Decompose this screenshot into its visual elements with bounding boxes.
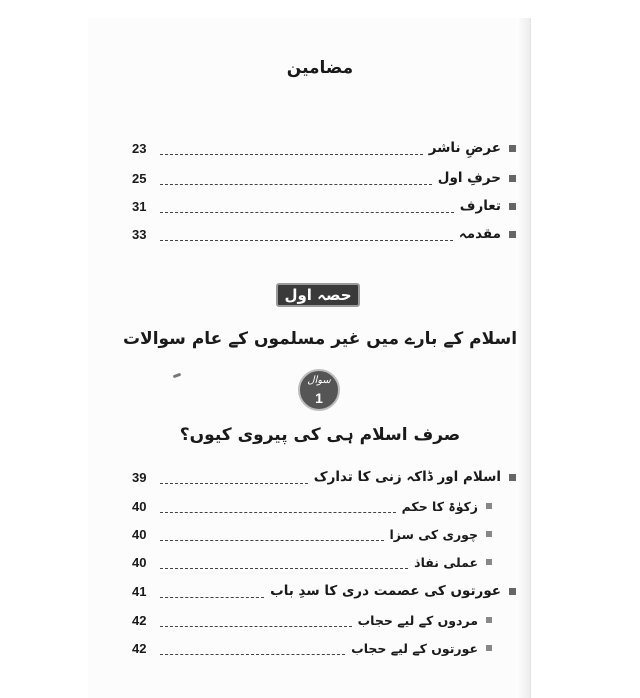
dotted-leader xyxy=(160,184,432,185)
toc-entry[interactable] xyxy=(132,137,516,159)
square-bullet-icon xyxy=(509,588,516,595)
toc-entry[interactable] xyxy=(132,466,516,488)
toc-subentry[interactable] xyxy=(132,551,492,573)
toc-subentry[interactable] xyxy=(132,637,492,659)
toc-page-number: 23 xyxy=(132,140,147,156)
toc-entry[interactable] xyxy=(132,223,516,245)
toc-entry[interactable] xyxy=(132,167,516,189)
toc-page-number: 40 xyxy=(132,554,147,570)
square-bullet-icon xyxy=(486,645,492,651)
toc-entry-text: حرفِ اول xyxy=(437,170,501,186)
dotted-leader xyxy=(160,240,453,241)
dotted-leader xyxy=(160,597,264,598)
toc-entry-text: زکوٰۃ کا حکم xyxy=(401,498,478,514)
toc-page-number: 25 xyxy=(132,170,147,186)
dotted-leader xyxy=(160,654,345,655)
toc-subentry[interactable] xyxy=(132,523,492,545)
dotted-leader xyxy=(160,512,396,513)
square-bullet-icon xyxy=(509,203,516,210)
dotted-leader xyxy=(160,483,308,484)
toc-entry-text: چوری کی سزا xyxy=(389,526,478,542)
toc-entry[interactable] xyxy=(132,195,516,217)
toc-subentry[interactable] xyxy=(132,609,492,631)
toc-entry-text: عملی نفاذ xyxy=(414,554,478,570)
dotted-leader xyxy=(160,626,352,627)
toc-entry-text: مردوں کے لیے حجاب xyxy=(357,612,478,628)
toc-entry-text: تعارف xyxy=(459,198,501,214)
square-bullet-icon xyxy=(486,503,492,509)
toc-page-number: 39 xyxy=(132,469,147,485)
toc-entry-text: عورتوں کی عصمت دری کا سدِ باب xyxy=(270,583,501,599)
square-bullet-icon xyxy=(509,145,516,152)
part-badge: حصہ اول xyxy=(276,283,360,307)
toc-entry[interactable] xyxy=(132,580,516,602)
dotted-leader xyxy=(160,568,408,569)
question-badge-word: سوال xyxy=(307,375,331,386)
page-edge-shadow xyxy=(516,18,530,698)
square-bullet-icon xyxy=(509,231,516,238)
toc-page-number: 40 xyxy=(132,526,147,542)
dotted-leader xyxy=(160,154,423,155)
question-badge xyxy=(298,369,340,411)
square-bullet-icon xyxy=(509,474,516,481)
toc-page-number: 42 xyxy=(132,612,147,628)
square-bullet-icon xyxy=(486,559,492,565)
dotted-leader xyxy=(160,212,454,213)
toc-page-number: 42 xyxy=(132,640,147,656)
toc-entry-text: عرضِ ناشر xyxy=(428,140,501,156)
toc-entry-text: اسلام اور ڈاکہ زنی کا تدارک xyxy=(313,469,501,485)
square-bullet-icon xyxy=(509,175,516,182)
part-heading: اسلام کے بارے میں غیر مسلموں کے عام سوالات xyxy=(122,329,518,349)
toc-page-number: 33 xyxy=(132,226,147,242)
question-heading: صرف اسلام ہی کی پیروی کیوں؟ xyxy=(179,425,461,445)
toc-page-number: 41 xyxy=(132,583,147,599)
question-badge-number: 1 xyxy=(315,390,323,406)
toc-page-number: 31 xyxy=(132,198,147,214)
toc-page-number: 40 xyxy=(132,498,147,514)
toc-entry-text: عورتوں کے لیے حجاب xyxy=(351,640,478,656)
contents-title: مضامین xyxy=(286,58,354,78)
toc-subentry[interactable] xyxy=(132,495,492,517)
square-bullet-icon xyxy=(486,617,492,623)
dotted-leader xyxy=(160,540,384,541)
square-bullet-icon xyxy=(486,531,492,537)
toc-entry-text: مقدمہ xyxy=(458,226,501,242)
